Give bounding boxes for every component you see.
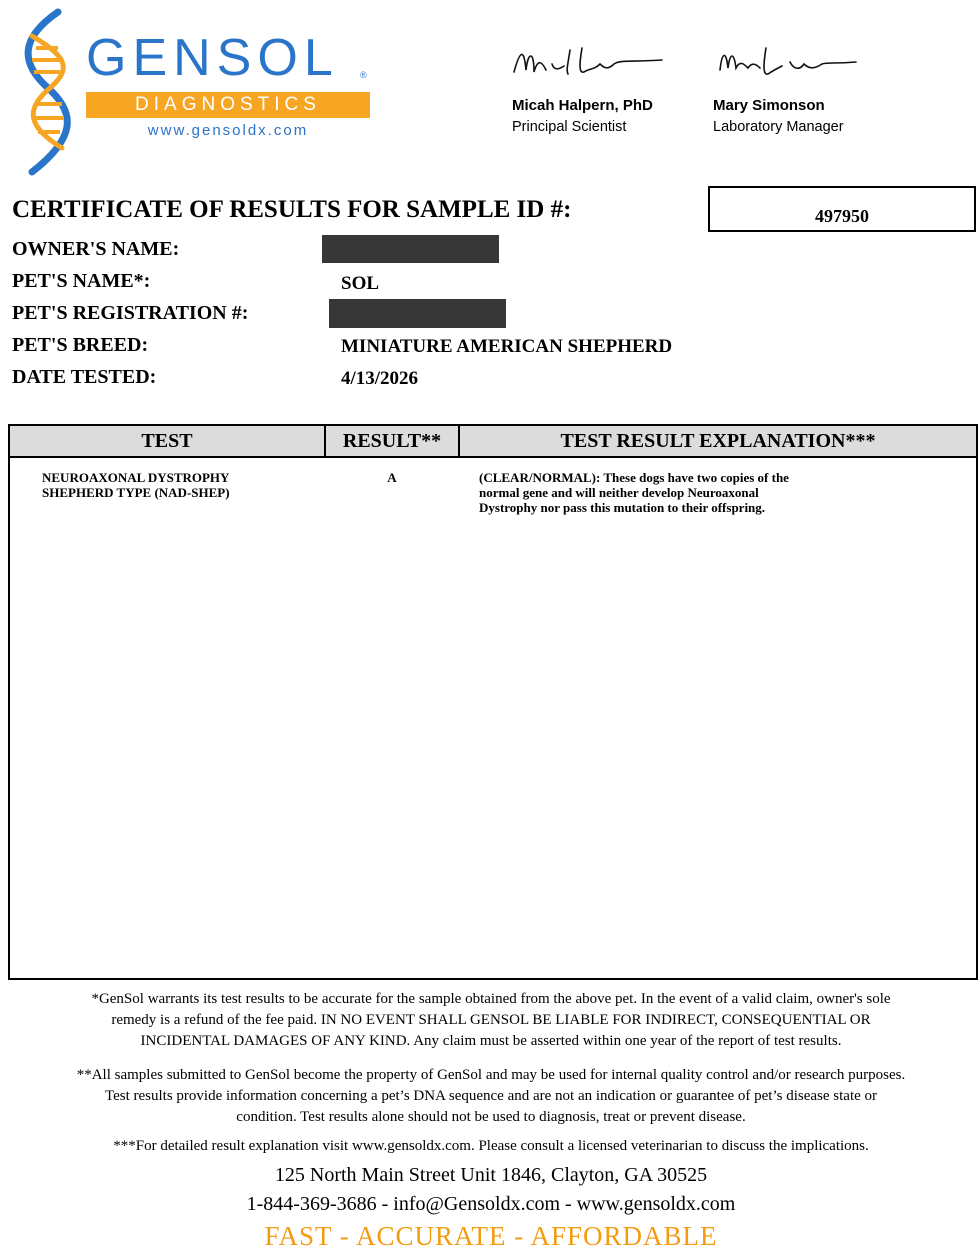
table-row-result: A <box>387 470 397 485</box>
samples-line: condition. Test results alone should not be used to diagnosis, treat or prevent disease. <box>236 1109 746 1125</box>
tagline: FAST - ACCURATE - AFFORDABLE <box>264 1221 718 1251</box>
address: 125 North Main Street Unit 1846, Clayton, GA 30525 <box>274 1164 708 1186</box>
pet-name-value: SOL <box>341 273 380 294</box>
owner-name-label: OWNER'S NAME: <box>12 238 180 260</box>
registration-label: PET'S REGISTRATION #: <box>12 302 249 324</box>
signatory-1-role: Principal Scientist <box>512 119 627 135</box>
breed-label: PET'S BREED: <box>12 334 149 356</box>
samples-line: Test results provide information concerning a pet’s DNA sequence and are not an indication or guarantee of pet’s disease state or <box>104 1088 878 1104</box>
brand-name: GENSOL <box>86 29 339 87</box>
samples-note <box>8 1065 974 1128</box>
pet-name-label: PET'S NAME*: <box>12 270 151 292</box>
warranty-line: INCIDENTAL DAMAGES OF ANY KIND. Any claim must be asserted within one year of the report of test results. <box>140 1033 842 1049</box>
brand-subtitle: DIAGNOSTICS <box>135 94 321 115</box>
header-divider <box>458 426 460 456</box>
table-row-test <box>42 470 230 500</box>
sample-id-box: 497950 <box>708 186 976 232</box>
breed-value: MINIATURE AMERICAN SHEPHERD <box>341 336 673 357</box>
samples-line: **All samples submitted to GenSol become the property of GenSol and may be used for internal quality control and/or research purposes. <box>76 1067 906 1083</box>
signature-1-image <box>508 40 668 90</box>
brand-website: www.gensoldx.com <box>147 122 309 139</box>
dna-helix-icon <box>18 8 82 176</box>
explanation-line: normal gene and will neither develop Neuroaxonal <box>479 485 759 500</box>
header-result: RESULT** <box>342 430 442 452</box>
test-name-line: NEUROAXONAL DYSTROPHY <box>42 470 230 485</box>
date-tested-label: DATE TESTED: <box>12 366 157 388</box>
warranty-line: remedy is a refund of the fee paid. IN NO EVENT SHALL GENSOL BE LIABLE FOR INDIRECT, CONSEQUENTIAL OR <box>111 1012 871 1028</box>
contact-line: 1-844-369-3686 - info@Gensoldx.com - www.gensoldx.com <box>246 1193 736 1215</box>
explanation-line: Dystrophy nor pass this mutation to their offspring. <box>479 500 766 515</box>
signatory-1-name: Micah Halpern, PhD <box>512 97 653 114</box>
table-row-explanation <box>479 470 789 515</box>
date-tested-value: 4/13/2026 <box>341 368 419 389</box>
owner-name-redacted <box>322 235 499 263</box>
warranty-note <box>8 989 974 1052</box>
header-rule <box>8 456 978 458</box>
registered-mark: ® <box>360 70 367 80</box>
explanation-note: ***For detailed result explanation visit www.gensoldx.com. Please consult a licensed veterinarian to discuss the implications. <box>113 1138 869 1154</box>
signature-2-image <box>712 40 862 90</box>
signatory-2-role: Laboratory Manager <box>713 119 844 135</box>
header-explanation: TEST RESULT EXPLANATION*** <box>560 430 876 452</box>
signatory-2-name: Mary Simonson <box>713 97 825 114</box>
registration-redacted <box>329 299 506 328</box>
explanation-line: (CLEAR/NORMAL): These dogs have two copies of the <box>479 470 789 485</box>
header-divider <box>324 426 326 456</box>
header-test: TEST <box>141 430 193 452</box>
warranty-line: *GenSol warrants its test results to be accurate for the sample obtained from the above pet. In the event of a valid claim, owner's sole <box>91 991 891 1007</box>
certificate-title: CERTIFICATE OF RESULTS FOR SAMPLE ID #: <box>12 196 572 223</box>
test-name-line: SHEPHERD TYPE (NAD-SHEP) <box>42 485 230 500</box>
